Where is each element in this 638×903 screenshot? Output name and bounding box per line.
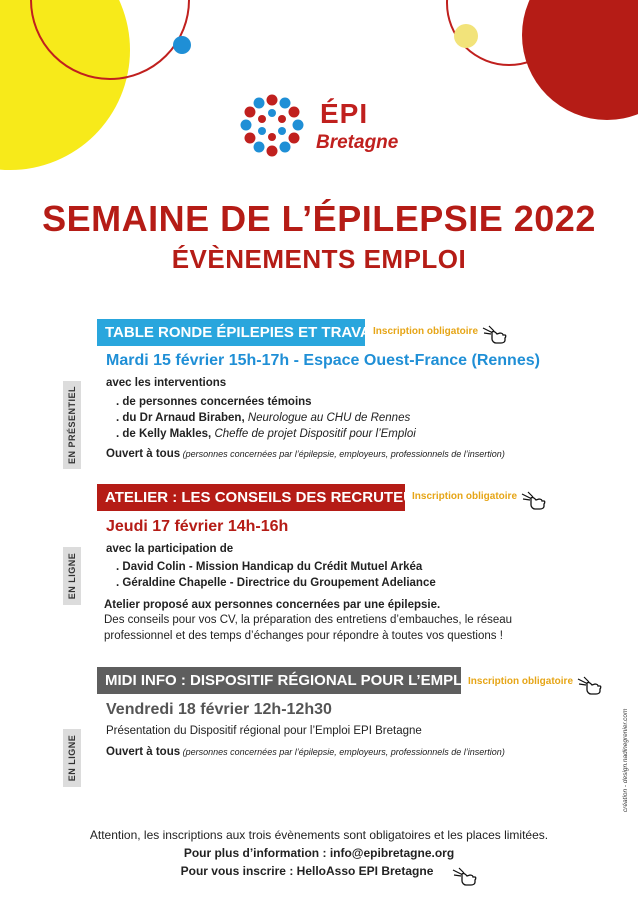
blue-dot-decoration — [173, 36, 191, 54]
event-date-3: Vendredi 18 février 12h-12h30 — [106, 701, 332, 718]
section-header-atelier: ATELIER : LES CONSEILS DES RECRUTEURS — [97, 484, 405, 511]
info-email-link[interactable]: info@epibretagne.org — [329, 846, 455, 860]
yellow-dot-decoration — [454, 24, 478, 48]
event-description: professionnel et des temps d’échanges pour répondre à toutes vos questions ! — [104, 630, 503, 642]
pointing-hand-icon[interactable] — [450, 864, 478, 888]
mode-label: EN PRÉSENTIEL — [67, 385, 77, 465]
speaker-item: . du Dr Arnaud Biraben, Neurologue au CHU de Rennes — [116, 412, 411, 424]
footer-info: Pour plus d’information : info@epibretagne.org — [183, 846, 455, 860]
mode-tab-presentiel — [63, 381, 81, 469]
mode-label: EN LIGNE — [67, 734, 77, 782]
footer-note: Attention, les inscriptions aux trois évènements sont obligatoires et les places limitées. — [89, 828, 549, 842]
helloasso-link[interactable]: HelloAsso EPI Bretagne — [296, 864, 434, 878]
open-to-all-1: Ouvert à tous (personnes concernées par l’épilepsie, employeurs, professionnels de l’insertion) — [106, 448, 505, 460]
footer-signup: Pour vous inscrire : HelloAsso EPI Bretagne — [180, 864, 434, 878]
pointing-hand-icon[interactable] — [519, 488, 547, 512]
epi-bretagne-logo — [236, 92, 406, 172]
logo-subtitle: Bretagne — [316, 132, 399, 153]
inscription-link-1[interactable]: Inscription obligatoire — [373, 326, 479, 337]
event-description: Atelier proposé aux personnes concernées par une épilepsie. — [104, 599, 441, 611]
pointing-hand-icon[interactable] — [480, 322, 508, 346]
event-intro-3: Présentation du Dispositif régional pour l’Emploi EPI Bretagne — [106, 725, 422, 737]
design-credit: création - design.nadinegrenier.com — [622, 708, 629, 812]
event-intro-1: avec les interventions — [106, 377, 227, 389]
speaker-item: . Géraldine Chapelle - Directrice du Groupement Adeliance — [116, 577, 436, 589]
section-header-midi-info: MIDI INFO : DISPOSITIF RÉGIONAL POUR L’EMPLOI — [97, 667, 461, 694]
speaker-item: . David Colin - Mission Handicap du Crédit Mutuel Arkéa — [116, 561, 423, 573]
event-date-2: Jeudi 17 février 14h-16h — [106, 518, 289, 535]
logo-title: ÉPI — [320, 98, 369, 129]
page-subtitle: ÉVÈNEMENTS EMPLOI — [171, 244, 467, 274]
page-title: SEMAINE DE L’ÉPILEPSIE 2022 — [42, 198, 596, 239]
inscription-link-3[interactable]: Inscription obligatoire — [468, 676, 574, 687]
event-date-1: Mardi 15 février 15h-17h - Espace Ouest-France (Rennes) — [106, 352, 540, 369]
open-to-all-3: Ouvert à tous (personnes concernées par l’épilepsie, employeurs, professionnels de l’insertion) — [106, 746, 505, 758]
pointing-hand-icon[interactable] — [575, 673, 603, 697]
event-intro-2: avec la participation de — [106, 543, 234, 555]
mode-tab-en-ligne — [63, 547, 81, 605]
inscription-link-2[interactable]: Inscription obligatoire — [412, 491, 518, 502]
event-description: Des conseils pour vos CV, la préparation des entretiens d’embauches, le réseau — [104, 614, 513, 626]
speaker-item: . de personnes concernées témoins — [116, 396, 312, 408]
speaker-item: . de Kelly Makles, Cheffe de projet Dispositif pour l’Emploi — [116, 428, 416, 440]
mode-tab-en-ligne — [63, 729, 81, 787]
red-circle-decoration — [522, 0, 638, 120]
section-header-table-ronde: TABLE RONDE ÉPILEPIES ET TRAVAIL — [97, 319, 365, 346]
logo-dots-icon — [236, 92, 316, 172]
mode-label: EN LIGNE — [67, 552, 77, 600]
